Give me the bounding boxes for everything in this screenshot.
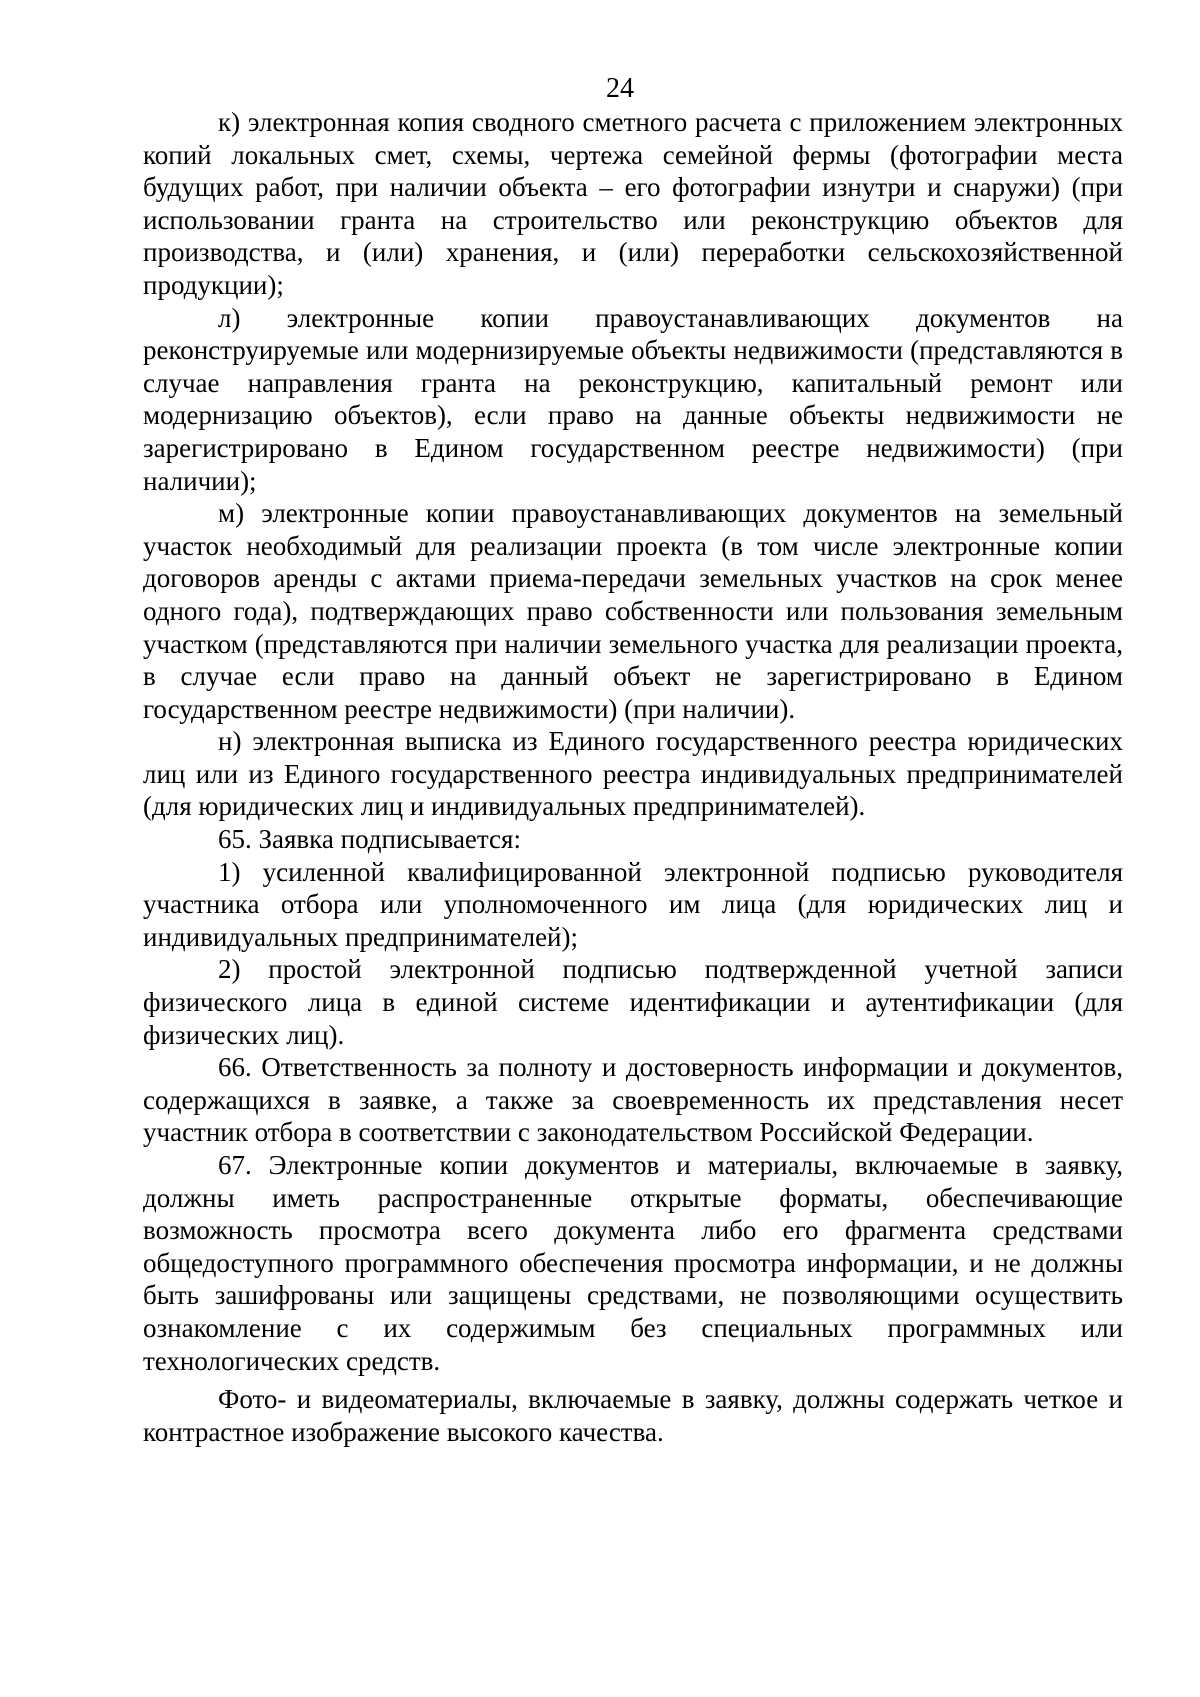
paragraph-clause-67: 67. Электронные копии документов и материалы, включаемые в заявку, должны иметь распространенные открытые форматы, обеспечивающие возможность просмотра всего документа либо его фрагмента средствами общедоступного программного обеспечения просмотра информации, и не должны быть зашифрованы или защищены средствами, не позволяющими осуществить ознакомление с их содержимым без специальных программных или технологических средств. <box>143 1150 1123 1376</box>
page-number: 24 <box>606 73 634 104</box>
paragraph-clause-66: 66. Ответственность за полноту и достоверность информации и документов, содержащихся в заявке, а также за своевременность их представления несет участник отбора в соответствии с законодательством Российской Федерации. <box>143 1052 1123 1148</box>
paragraph-photo-video-materials: Фото- и видеоматериалы, включаемые в заявку, должны содержать четкое и контрастное изображение высокого качества. <box>143 1384 1123 1447</box>
paragraph-item-n: н) электронная выписка из Единого государственного реестра юридических лиц или из Единого государственного реестра индивидуальных предпринимателей (для юридических лиц и индивидуальных предпринимателей). <box>143 726 1123 822</box>
document-body <box>143 106 1123 1448</box>
paragraph-item-k: к) электронная копия сводного сметного расчета с приложением электронных копий локальных смет, схемы, чертежа семейной фермы (фотографии места будущих работ, при наличии объекта – его фотографии изнутри и снаружи) (при использовании гранта на строительство или реконструкцию объектов для производства, и (или) хранения, и (или) переработки сельскохозяйственной продукции); <box>143 107 1123 300</box>
paragraph-clause-65: 65. Заявка подписывается: <box>218 824 521 855</box>
paragraph-item-m: м) электронные копии правоустанавливающих документов на земельный участок необходимый для реализации проекта (в том числе электронные копии договоров аренды с актами приема-передачи земельных участков на срок менее одного года), подтверждающих право собственности или пользования земельным участком (представляются при наличии земельного участка для реализации проекта, в случае если право на данный объект не зарегистрировано в Едином государственном реестре недвижимости) (при наличии). <box>143 498 1123 724</box>
paragraph-item-l: л) электронные копии правоустанавливающих документов на реконструируемые или модернизируемые объекты недвижимости (представляются в случае направления гранта на реконструкцию, капитальный ремонт или модернизацию объектов), если право на данные объекты недвижимости не зарегистрировано в Едином государственном реестре недвижимости) (при наличии); <box>143 302 1123 496</box>
paragraph-clause-65-item-2: 2) простой электронной подписью подтвержденной учетной записи физического лица в единой системе идентификации и аутентификации (для физических лиц). <box>143 954 1123 1050</box>
paragraph-clause-65-item-1: 1) усиленной квалифицированной электронной подписью руководителя участника отбора или уполномоченного им лица (для юридических лиц и индивидуальных предпринимателей); <box>143 856 1123 952</box>
